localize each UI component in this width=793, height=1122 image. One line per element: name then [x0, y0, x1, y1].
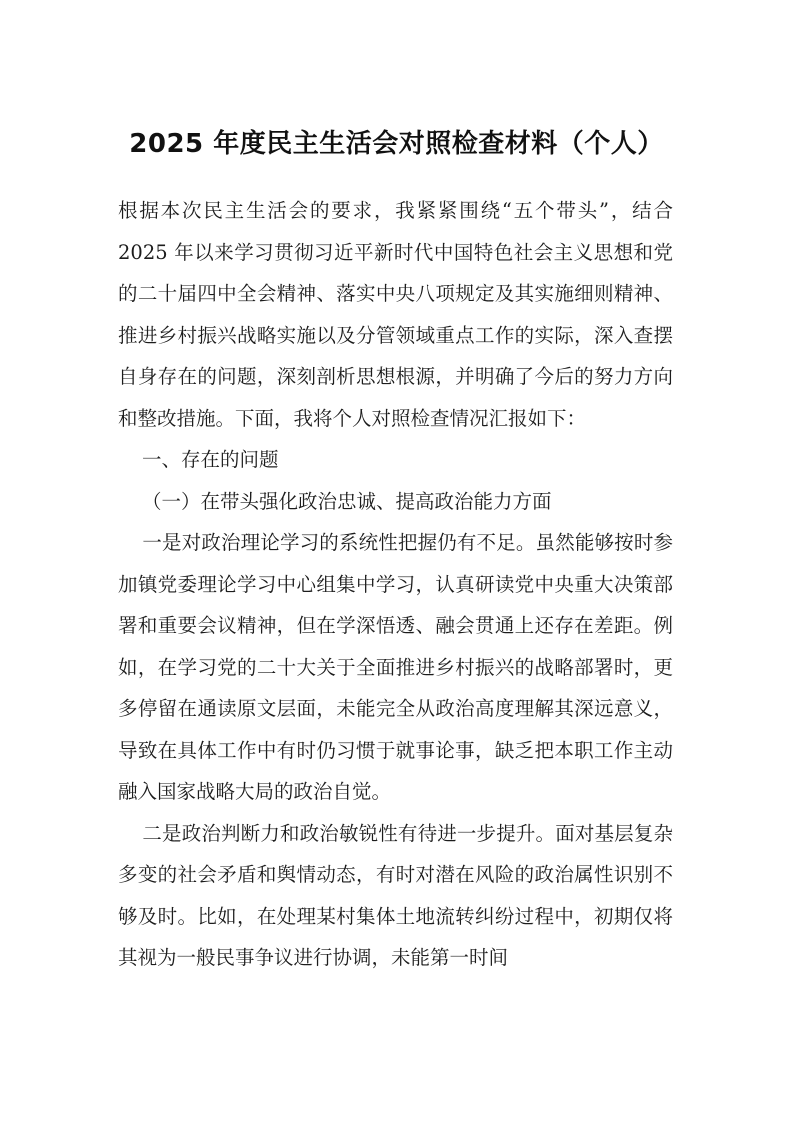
- document-title: 2025 年度民主生活会对照检查材料（个人）: [129, 129, 664, 159]
- intro-paragraph: 根据本次民主生活会的要求，我紧紧围绕“五个带头”，结合2025 年以来学习贯彻习近平新时代中国特色社会主义思想和党的二十届四中全会精神、落实中央八项规定及其实施细则精神、推进乡村振兴战略实施以及分管领域重点工作的实际，深入查摆自身存在的问题，深刻剖析思想根源，并明确了今后的努力方向和整改措施。下面，我将个人对照检查情况汇报如下：: [118, 199, 673, 430]
- point-paragraph-2: 二是政治判断力和政治敏锐性有待进一步提升。面对基层复杂多变的社会矛盾和舆情动态，有时对潜在风险的政治属性识别不够及时。比如，在处理某村集体土地流转纠纷过程中，初期仅将其视为一般民事争议进行协调，未能第一时间: [118, 821, 673, 969]
- section-heading-problems: 一、存在的问题: [142, 448, 279, 471]
- document-body: [118, 190, 673, 979]
- subsection-heading-political-loyalty: （一）在带头强化政治忠诚、提高政治能力方面: [142, 489, 552, 513]
- point-paragraph-1: 一是对政治理论学习的系统性把握仍有不足。虽然能够按时参加镇党委理论学习中心组集中学习，认真研读党中央重大决策部署和重要会议精神，但在学深悟透、融会贯通上还存在差距。例如，在学习党的二十大关于全面推进乡村振兴的战略部署时，更多停留在通读原文层面，未能完全从政治高度理解其深远意义，导致在具体工作中有时仍习惯于就事论事，缺乏把本职工作主动融入国家战略大局的政治自觉。: [118, 531, 673, 803]
